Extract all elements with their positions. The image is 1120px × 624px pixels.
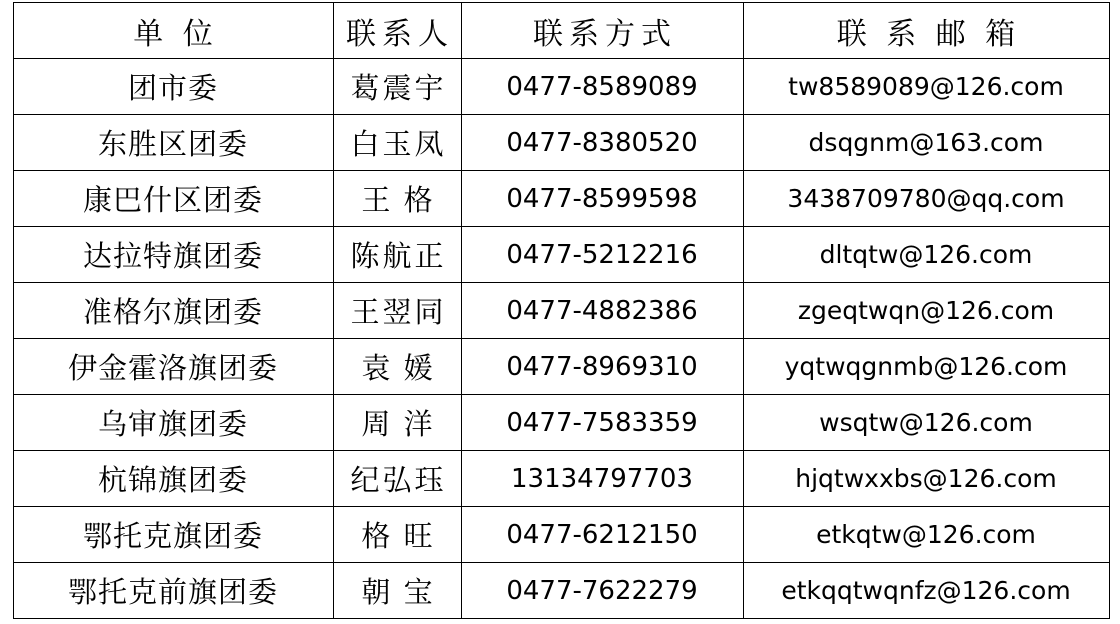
cell-email: 3438709780@qq.com (743, 171, 1109, 227)
cell-email: wsqtw@126.com (743, 395, 1109, 451)
cell-person: 纪弘珏 (333, 451, 461, 507)
cell-email: zgeqtwqn@126.com (743, 283, 1109, 339)
cell-org: 乌审旗团委 (13, 395, 333, 451)
cell-org: 鄂托克前旗团委 (13, 563, 333, 619)
cell-phone: 0477-8599598 (461, 171, 743, 227)
cell-email: dsqgnm@163.com (743, 115, 1109, 171)
table-row (13, 339, 1109, 395)
cell-org: 准格尔旗团委 (13, 283, 333, 339)
cell-org: 杭锦旗团委 (13, 451, 333, 507)
table-row (13, 563, 1109, 619)
table-row (13, 507, 1109, 563)
cell-person: 王 格 (333, 171, 461, 227)
cell-email: etkqtw@126.com (743, 507, 1109, 563)
cell-org: 团市委 (13, 59, 333, 115)
cell-person: 葛震宇 (333, 59, 461, 115)
cell-org: 康巴什区团委 (13, 171, 333, 227)
table-row (13, 115, 1109, 171)
cell-org: 伊金霍洛旗团委 (13, 339, 333, 395)
cell-email: etkqqtwqnfz@126.com (743, 563, 1109, 619)
contact-table (13, 2, 1110, 619)
table-row (13, 451, 1109, 507)
cell-email: hjqtwxxbs@126.com (743, 451, 1109, 507)
cell-phone: 0477-7583359 (461, 395, 743, 451)
table-row (13, 283, 1109, 339)
cell-phone: 0477-4882386 (461, 283, 743, 339)
column-header-org: 单 位 (13, 3, 333, 59)
cell-person: 格 旺 (333, 507, 461, 563)
table-row (13, 171, 1109, 227)
table-row (13, 227, 1109, 283)
table-row (13, 395, 1109, 451)
table-header-row (13, 3, 1109, 59)
cell-email: yqtwqgnmb@126.com (743, 339, 1109, 395)
table-body (13, 59, 1109, 619)
cell-person: 周 洋 (333, 395, 461, 451)
cell-phone: 0477-7622279 (461, 563, 743, 619)
column-header-person: 联系人 (333, 3, 461, 59)
cell-email: dltqtw@126.com (743, 227, 1109, 283)
cell-org: 达拉特旗团委 (13, 227, 333, 283)
column-header-email: 联 系 邮 箱 (743, 3, 1109, 59)
cell-person: 袁 媛 (333, 339, 461, 395)
cell-person: 朝 宝 (333, 563, 461, 619)
cell-phone: 0477-6212150 (461, 507, 743, 563)
cell-phone: 0477-8589089 (461, 59, 743, 115)
cell-person: 王翌同 (333, 283, 461, 339)
cell-phone: 0477-8969310 (461, 339, 743, 395)
cell-phone: 13134797703 (461, 451, 743, 507)
cell-org: 东胜区团委 (13, 115, 333, 171)
cell-org: 鄂托克旗团委 (13, 507, 333, 563)
cell-person: 白玉凤 (333, 115, 461, 171)
cell-email: tw8589089@126.com (743, 59, 1109, 115)
cell-phone: 0477-5212216 (461, 227, 743, 283)
cell-phone: 0477-8380520 (461, 115, 743, 171)
table-row (13, 59, 1109, 115)
column-header-phone: 联系方式 (461, 3, 743, 59)
cell-person: 陈航正 (333, 227, 461, 283)
